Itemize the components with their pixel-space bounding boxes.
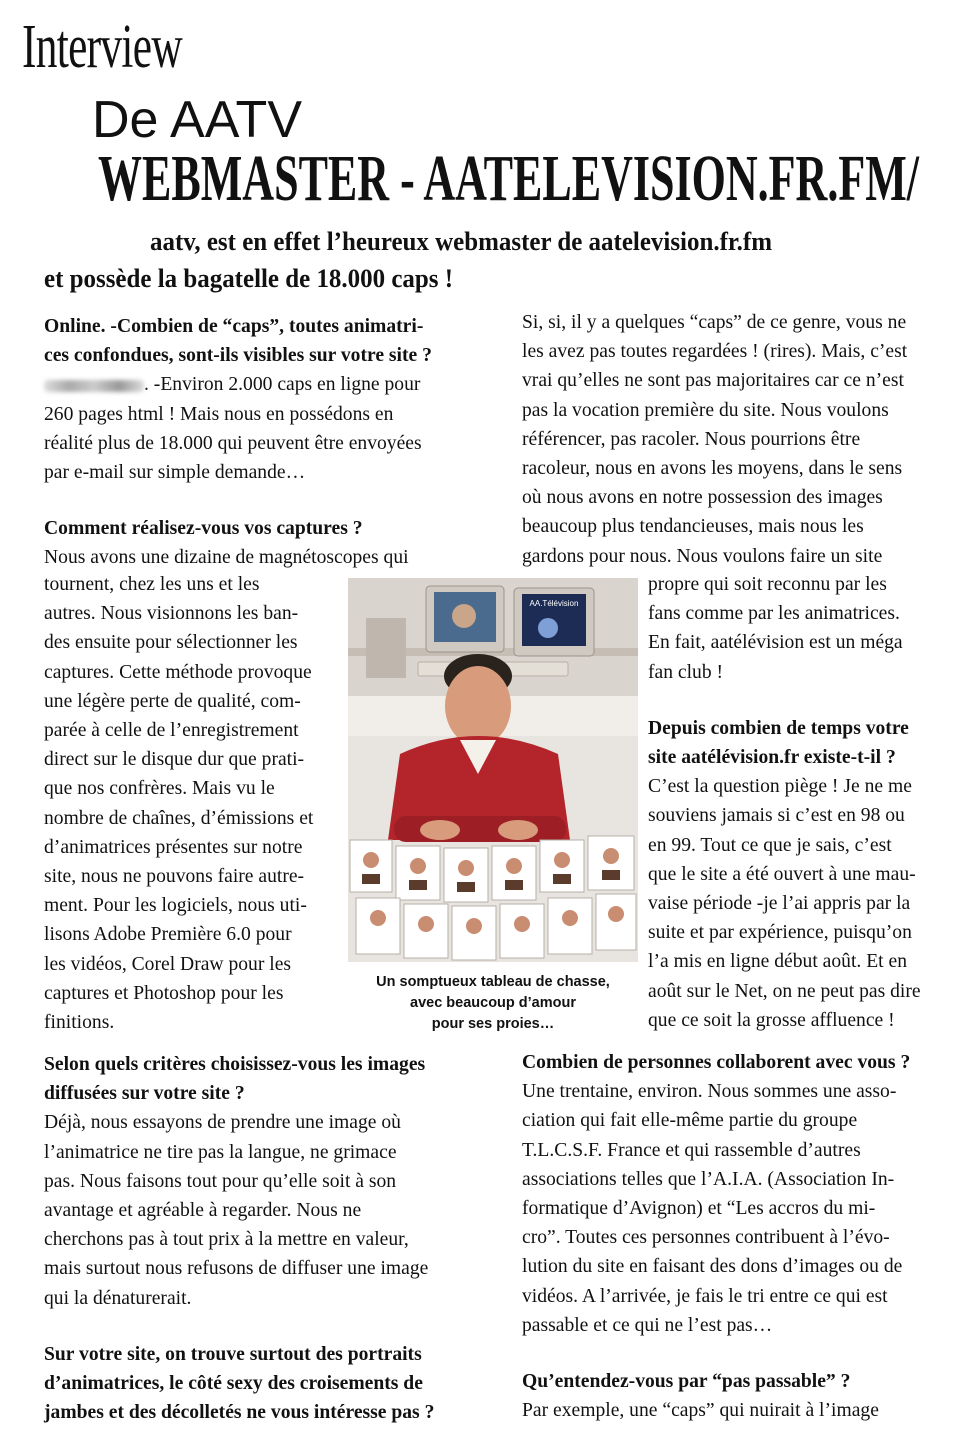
photo-illustration bbox=[348, 578, 638, 962]
question-7: Qu’entendez-vous par “pas passable” ? bbox=[522, 1371, 851, 1393]
right-column-bottom bbox=[522, 1048, 940, 1425]
answer-3-line: Déjà, nous essayons de prendre une image où bbox=[44, 1112, 401, 1134]
answer-5-line: que le site a été ouvert à une mau- bbox=[648, 863, 916, 885]
question-4-line: jambes et des décolletés ne vous intéresse pas ? bbox=[44, 1402, 435, 1424]
question-6: Combien de personnes collaborent avec vous ? bbox=[522, 1052, 911, 1073]
answer-6-line: Une trentaine, environ. Nous sommes une asso- bbox=[522, 1081, 897, 1103]
question-3-line: Selon quels critères choisissez-vous les images bbox=[44, 1054, 426, 1075]
answer-3-line: l’animatrice ne tire pas la langue, ne grimace bbox=[44, 1141, 397, 1163]
answer-7-line: Par exemple, une “caps” qui nuirait à l’image bbox=[522, 1400, 879, 1422]
answer-5-line: vaise période -je l’ai appris par la bbox=[648, 893, 911, 915]
answer-4-line: Si, si, il y a quelques “caps” de ce genre, vous ne bbox=[522, 312, 907, 333]
answer-5-line: août sur le Net, on ne peut pas dire bbox=[648, 980, 921, 1002]
answer-4-line: propre qui soit reconnu par les bbox=[648, 574, 887, 595]
answer-6-line: associations telles que l’A.I.A. (Association In- bbox=[522, 1168, 895, 1190]
answer-3-line: mais surtout nous refusons de diffuser une image bbox=[44, 1258, 429, 1280]
kicker-title: Interview bbox=[22, 13, 182, 81]
answer-2-line: direct sur le disque dur que prati- bbox=[44, 749, 305, 771]
caption-line: avec beaucoup d’amour bbox=[410, 995, 576, 1011]
answer-1-line: 260 pages html ! Mais nous en possédons en bbox=[44, 403, 394, 425]
answer-2-line: tournent, chez les uns et les bbox=[44, 574, 260, 595]
answer-5-line: souviens jamais si c’est en 98 ou bbox=[648, 805, 905, 827]
redacted-name bbox=[44, 380, 144, 392]
answer-2-line: des ensuite pour sélectionner les bbox=[44, 632, 298, 654]
answer-2-line: captures et Photoshop pour les bbox=[44, 982, 284, 1004]
question-4-line: d’animatrices, le côté sexy des croisements de bbox=[44, 1373, 423, 1395]
question-4-line: Sur votre site, on trouve surtout des portraits bbox=[44, 1343, 422, 1365]
answer-2-line: les vidéos, Corel Draw pour les bbox=[44, 953, 292, 975]
question-5-line: Depuis combien de temps votre bbox=[648, 717, 909, 739]
answer-2-line: ment. Pour les logiciels, nous uti- bbox=[44, 895, 307, 917]
answer-5-line: l’a mis en ligne début août. Et en bbox=[648, 951, 908, 973]
left-column-narrow bbox=[44, 570, 337, 1037]
answer-4-line: pas la vocation première du site. Nous voulons bbox=[522, 399, 889, 421]
answer-6-line: ciation qui fait elle-même partie du groupe bbox=[522, 1110, 858, 1132]
answer-4-line: où nous avons en notre possession des images bbox=[522, 487, 883, 509]
question-5-line: site aatélévision.fr existe-t-il ? bbox=[648, 747, 896, 769]
answer-5-line: C’est la question piège ! Je ne me bbox=[648, 776, 912, 798]
monitor-label: AA.Télévision bbox=[529, 599, 579, 608]
left-column-top bbox=[44, 312, 464, 573]
answer-3-line: cherchons pas à tout prix à la mettre en valeur, bbox=[44, 1229, 409, 1251]
answer-4-line: En fait, aatélévision est un méga bbox=[648, 632, 903, 654]
answer-3-line: pas. Nous faisons tout pour qu’elle soit à son bbox=[44, 1170, 397, 1192]
caption-line: Un somptueux tableau de chasse, bbox=[376, 974, 610, 990]
answer-2-line: une légère perte de qualité, com- bbox=[44, 690, 301, 712]
answer-6-line: vidéos. A l’arrivée, je fais le tri entre ce qui est bbox=[522, 1285, 888, 1307]
answer-3-line: avantage et agréable à regarder. Nous ne bbox=[44, 1200, 362, 1222]
answer-2-line: finitions. bbox=[44, 1012, 115, 1034]
answer-6-line: formatique d’Avignon) et “Les accros du mi- bbox=[522, 1198, 876, 1220]
intro-line-2: et possède la bagatelle de 18.000 caps ! bbox=[44, 264, 454, 293]
answer-4-line: les avez pas toutes regardées ! (rires). Mais, c’est bbox=[522, 341, 908, 363]
answer-4-line: racoleur, nous en avons les moyens, dans le sens bbox=[522, 458, 903, 480]
answer-4-line: gardons pour nous. Nous voulons faire un site bbox=[522, 545, 883, 567]
answer-4-line: beaucoup plus tendancieuses, mais nous les bbox=[522, 516, 864, 538]
answer-1-line: par e-mail sur simple demande… bbox=[44, 462, 306, 484]
answer-2-line: lisons Adobe Première 6.0 pour bbox=[44, 924, 292, 946]
answer-6-line: T.L.C.S.F. France et qui rassemble d’autres bbox=[522, 1139, 861, 1161]
answer-3-line: qui la dénaturerait. bbox=[44, 1287, 192, 1309]
subject-name: De AATV bbox=[92, 91, 303, 149]
answer-6-line: cro”. Toutes ces personnes contribuent à l’évo- bbox=[522, 1227, 890, 1249]
answer-5-line: suite et par expérience, puisqu’on bbox=[648, 922, 912, 944]
right-column-narrow bbox=[648, 570, 940, 1035]
answer-4-line: référencer, pas racoler. Nous pourrions être bbox=[522, 428, 861, 450]
question-1-line: Online. -Combien de “caps”, toutes animatri- bbox=[44, 316, 424, 337]
left-column-bottom bbox=[44, 1050, 464, 1427]
answer-2-line: que nos confrères. Mais vu le bbox=[44, 778, 275, 800]
answer-6-line: lution du site en faisant des dons d’images ou de bbox=[522, 1256, 903, 1278]
question-2: Comment réalisez-vous vos captures ? bbox=[44, 518, 363, 540]
caption-line: pour ses proies… bbox=[431, 1016, 555, 1032]
webmaster-photo bbox=[348, 578, 638, 962]
answer-2-line: site, nous ne pouvons faire autre- bbox=[44, 866, 305, 888]
answer-2-line: Nous avons une dizaine de magnétoscopes qui bbox=[44, 547, 409, 569]
right-column-top bbox=[522, 308, 940, 571]
answer-2-line: captures. Cette méthode provoque bbox=[44, 661, 312, 683]
answer-4-line: fan club ! bbox=[648, 661, 724, 683]
photo-caption bbox=[348, 972, 638, 1035]
answer-1-line: réalité plus de 18.000 qui peuvent être envoyées bbox=[44, 432, 422, 454]
question-1-line: ces confondues, sont-ils visibles sur votre site ? bbox=[44, 345, 432, 367]
question-3-line: diffusées sur votre site ? bbox=[44, 1083, 245, 1105]
answer-2-line: nombre de chaînes, d’émissions et bbox=[44, 807, 314, 829]
answer-4-line: vrai qu’elles ne sont pas majoritaires car ce n’est bbox=[522, 370, 904, 392]
answer-4-line: fans comme par les animatrices. bbox=[648, 603, 900, 625]
answer-1-line: . -Environ 2.000 caps en ligne pour bbox=[44, 370, 464, 399]
intro-line-1: aatv, est en effet l’heureux webmaster de aatelevision.fr.fm bbox=[150, 227, 773, 256]
answer-5-line: en 99. Tout ce que je sais, c’est bbox=[648, 834, 892, 856]
answer-6-line: passable et ce qui ne l’est pas… bbox=[522, 1314, 773, 1336]
headline-banner: WEBMASTER - AATELEVISION.FR.FM/ bbox=[98, 142, 920, 215]
answer-2-line: parée à celle de l’enregistrement bbox=[44, 720, 299, 742]
answer-2-line: d’animatrices présentes sur notre bbox=[44, 836, 303, 858]
answer-5-line: que ce soit la grosse affluence ! bbox=[648, 1009, 895, 1031]
answer-2-line: autres. Nous visionnons les ban- bbox=[44, 603, 299, 625]
